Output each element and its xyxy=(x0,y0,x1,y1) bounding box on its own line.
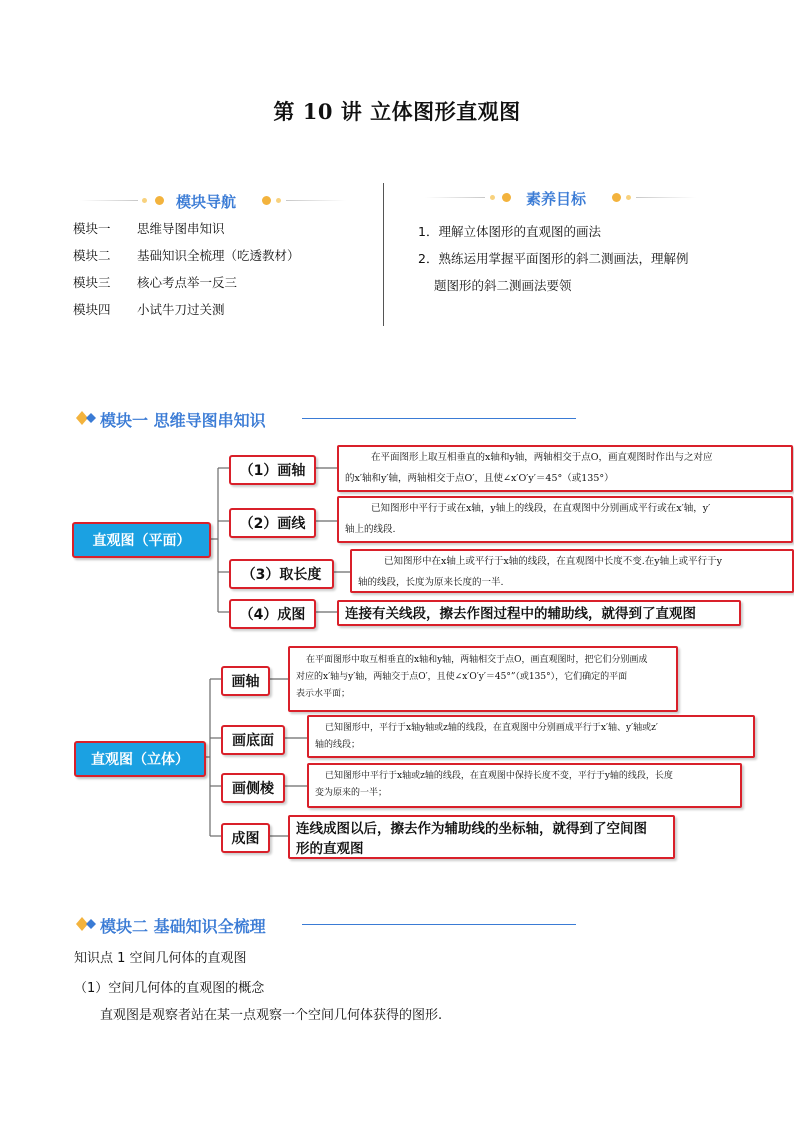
desc-line: 已知图形中平行于x轴或z轴的线段，在直观图中保持长度不变，平行于y轴的线段，长度 xyxy=(325,771,673,781)
desc-plane-axes xyxy=(337,445,793,492)
heading-rule xyxy=(302,924,576,925)
node-plane-lines[interactable]: （2）画线 xyxy=(229,508,316,538)
nav-value: 基础知识全梳理（吃透教材） xyxy=(137,248,300,263)
nav-heading: 模块导航 xyxy=(176,193,237,211)
nav-key: 模块四 xyxy=(73,302,111,317)
goals-heading: 素养目标 xyxy=(526,190,587,208)
goal-line: 1．理解立体图形的直观图的画法 xyxy=(418,224,601,239)
desc-plane-length xyxy=(350,549,794,593)
desc-line: 轴的线段； xyxy=(315,740,361,750)
module1-heading: 模块一 思维导图串知识 xyxy=(100,411,266,430)
desc-solid-base xyxy=(307,715,755,758)
node-plane-axes[interactable]: （1）画轴 xyxy=(229,455,316,485)
paragraph: 直观图是观察者站在某一点观察一个空间几何体获得的图形. xyxy=(100,1008,443,1023)
desc-line: 形的直观图 xyxy=(296,841,364,857)
page-title: 第 10 讲 立体图形直观图 xyxy=(273,99,521,124)
desc-plane-compose: 连接有关线段，擦去作图过程中的辅助线，就得到了直观图 xyxy=(337,600,741,626)
desc-line: 轴上的线段. xyxy=(345,524,396,535)
goal-line: 2．熟练运用掌握平面图形的斜二测画法，理解例 xyxy=(418,251,689,266)
desc-solid-edges xyxy=(307,763,742,808)
knowledge-point-title: 知识点 1 空间几何体的直观图 xyxy=(74,951,247,966)
node-plane-length[interactable]: （3）取长度 xyxy=(229,559,334,589)
desc-line: 连线成图以后，擦去作为辅助线的坐标轴，就得到了空间图 xyxy=(296,821,647,837)
desc-line: 轴的线段，长度为原来长度的一半. xyxy=(358,577,504,588)
goal-line: 题图形的斜二测画法要领 xyxy=(434,278,572,293)
desc-solid-compose xyxy=(288,815,675,859)
node-solid-edges[interactable]: 画侧棱 xyxy=(221,773,285,803)
diamond-icon xyxy=(76,917,98,931)
root-node-plane[interactable]: 直观图（平面） xyxy=(72,522,211,558)
module2-heading: 模块二 基础知识全梳理 xyxy=(100,917,266,936)
node-plane-compose[interactable]: （4）成图 xyxy=(229,599,316,629)
node-solid-base[interactable]: 画底面 xyxy=(221,725,285,755)
nav-key: 模块二 xyxy=(73,248,111,263)
sub-title: （1）空间几何体的直观图的概念 xyxy=(74,981,265,996)
nav-value: 小试牛刀过关测 xyxy=(137,302,225,317)
nav-value: 思维导图串知识 xyxy=(137,221,225,236)
desc-solid-axes xyxy=(288,646,678,712)
nav-value: 核心考点举一反三 xyxy=(137,275,238,290)
nav-key: 模块一 xyxy=(73,221,111,236)
desc-line: 对应的x′轴与y′轴，两轴交于点O′，且使∠x′O′y′＝45°”（或135°），它们确定的平面 xyxy=(296,672,628,682)
desc-line: 已知图形中平行于或在x轴，y轴上的线段，在直观图中分别画成平行或在x′轴，y′ xyxy=(371,503,711,514)
desc-line: 变为原来的一半； xyxy=(315,788,388,798)
desc-line: 已知图形中，平行于x轴y轴或z轴的线段，在直观图中分别画成平行于x′轴、y′轴或z′ xyxy=(325,723,658,733)
node-solid-compose[interactable]: 成图 xyxy=(221,823,270,853)
desc-line: 在平面图形上取互相垂直的x轴和y轴，两轴相交于点O，画直观图时作出与之对应 xyxy=(371,452,713,463)
root-node-solid[interactable]: 直观图（立体） xyxy=(74,741,206,777)
nav-key: 模块三 xyxy=(73,275,111,290)
desc-line: 表示水平面； xyxy=(296,689,351,699)
desc-plane-lines xyxy=(337,496,793,543)
desc-line: 在平面图形中取互相垂直的x轴和y轴，两轴相交于点O，画直观图时，把它们分别画成 xyxy=(306,655,648,665)
desc-line: 的x′轴和y′轴，两轴相交于点O′，且使∠x′O′y′＝45°（或135°） xyxy=(345,473,614,484)
node-solid-axes[interactable]: 画轴 xyxy=(221,666,270,696)
desc-line: 已知图形中在x轴上或平行于x轴的线段，在直观图中长度不变.在y轴上或平行于y xyxy=(384,556,722,567)
